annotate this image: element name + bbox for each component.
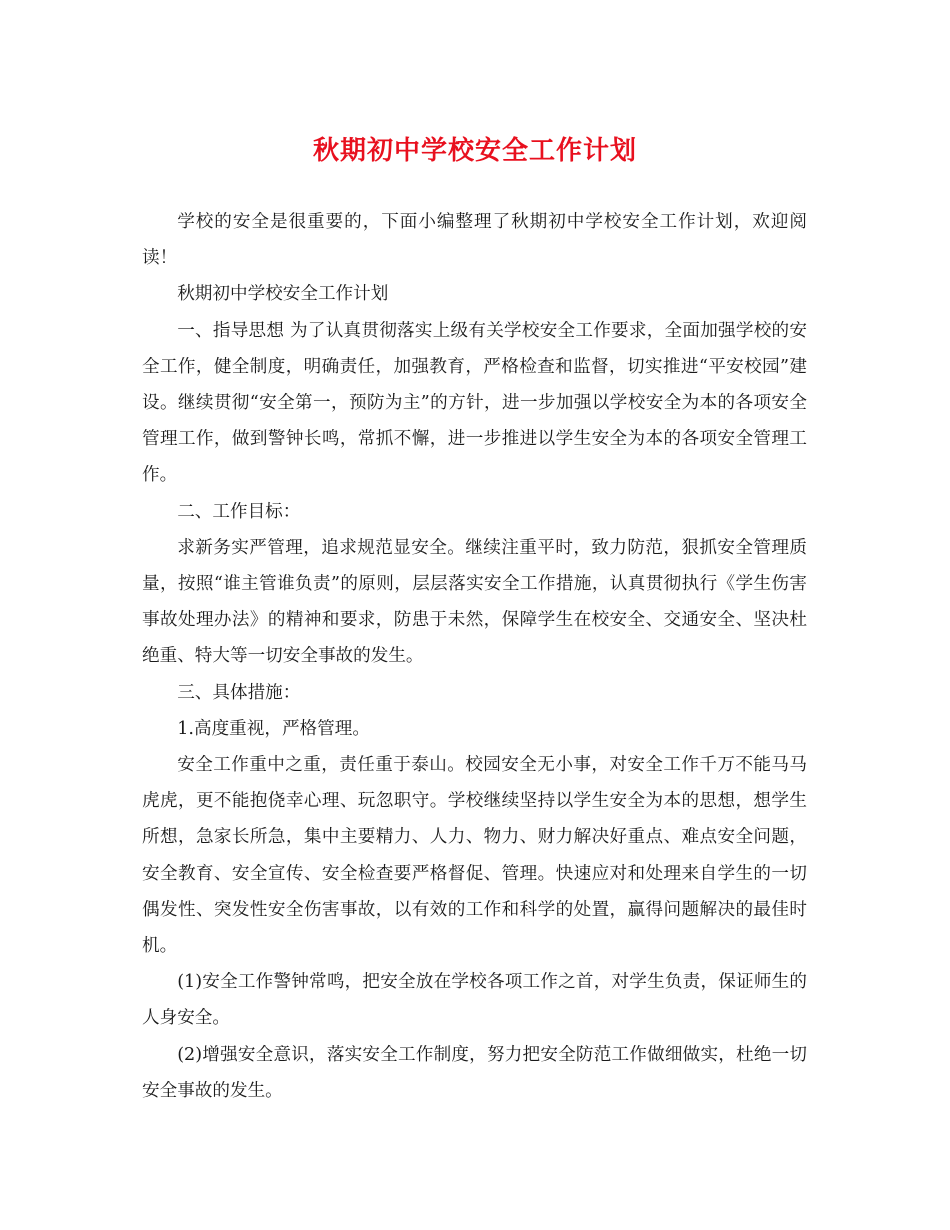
- measure-1-item-1: (1)安全工作警钟常鸣，把安全放在学校各项工作之首，对学生负责，保证师生的人身安全。: [142, 972, 807, 1029]
- section-heading-goals: 二、工作目标：: [177, 501, 301, 522]
- goals-paragraph: 求新务实严管理，追求规范显安全。继续注重平时，致力防范，狠抓安全管理质量，按照“谁主管谁负责”的原则，层层落实安全工作措施，认真贯彻执行《学生伤害事故处理办法》的精神和要求，防患于未然，保障学生在校安全、交通安全、坚决杜绝重、特大等一切安全事故的发生。: [142, 537, 807, 667]
- measure-heading-1: 1.高度重视，严格管理。: [177, 718, 370, 739]
- guiding-ideology-paragraph: 一、指导思想 为了认真贯彻落实上级有关学校安全工作要求，全面加强学校的安全工作，健全制度，明确责任，加强教育，严格检查和监督，切实推进“平安校园”建设。继续贯彻“安全第一，预防为主”的方针，进一步加强以学校安全为本的各项安全管理工作，做到警钟长鸣，常抓不懈，进一步推进以学生安全为本的各项安全管理工作。: [142, 320, 807, 486]
- intro-paragraph: 学校的安全是很重要的，下面小编整理了秋期初中学校安全工作计划，欢迎阅读！: [142, 212, 807, 269]
- measure-1-paragraph: 安全工作重中之重，责任重于泰山。校园安全无小事，对安全工作千万不能马马虎虎，更不能抱侥幸心理、玩忽职守。学校继续坚持以学生安全为本的思想，想学生所想，急家长所急，集中主要精力、人力、物力、财力解决好重点、难点安全问题，安全教育、安全宣传、安全检查要严格督促、管理。快速应对和处理来自学生的一切偶发性、突发性安全伤害事故，以有效的工作和科学的处置，赢得问题解决的最佳时机。: [142, 755, 807, 957]
- measure-1-item-2: (2)增强安全意识，落实安全工作制度，努力把安全防范工作做细做实，杜绝一切安全事故的发生。: [142, 1044, 807, 1101]
- subtitle-paragraph: 秋期初中学校安全工作计划: [177, 284, 389, 305]
- document-title: 秋期初中学校安全工作计划: [312, 136, 637, 166]
- document-body: [142, 204, 807, 1109]
- section-heading-measures: 三、具体措施：: [177, 682, 301, 703]
